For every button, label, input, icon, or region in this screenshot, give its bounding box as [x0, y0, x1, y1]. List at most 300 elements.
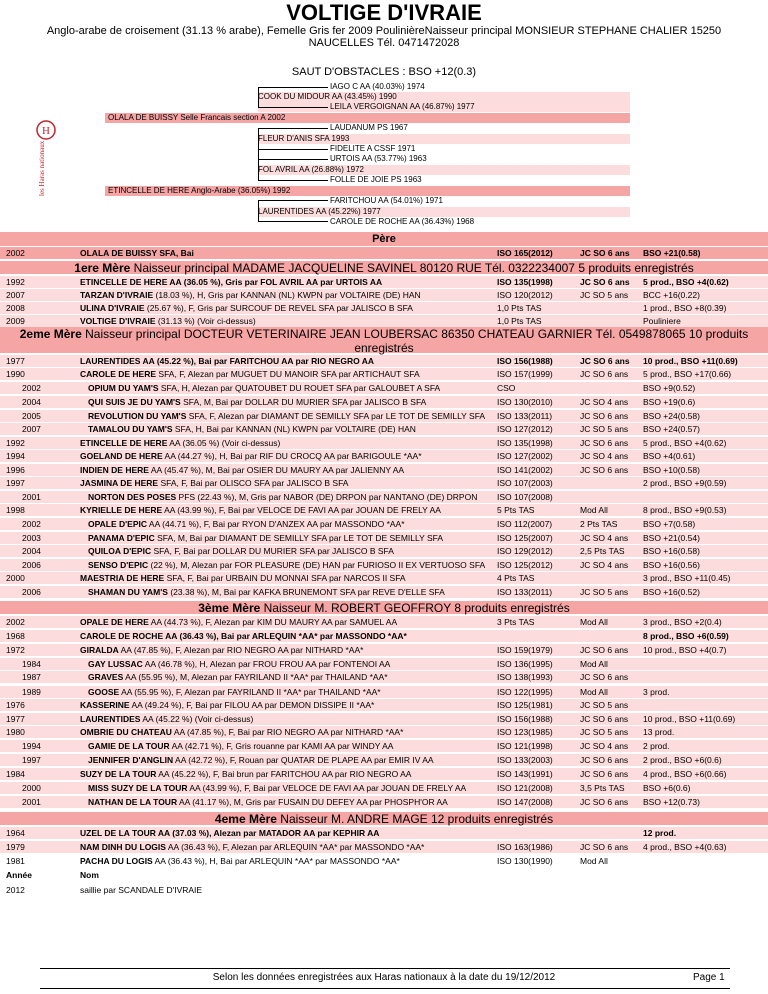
row-horse — [88, 545, 394, 557]
table-row — [0, 686, 768, 698]
logo-text: les Haras nationaux — [38, 140, 46, 196]
row-year: 2009 — [6, 316, 25, 326]
row-jc: JC SO 6 ans — [580, 438, 629, 448]
row-year: 1977 — [6, 356, 25, 366]
table-row — [0, 671, 768, 683]
row-jc: JC SO 6 ans — [580, 277, 630, 287]
row-jc: Mod All — [580, 856, 608, 866]
footer-note: Selon les données enregistrées aux Haras nationaux à la date du 19/12/2012 — [212, 972, 556, 983]
table-row — [0, 518, 768, 530]
ped-sire-sire-dam: LEILA VERGOIGNAN AA (46.87%) 1977 — [330, 102, 475, 111]
ped-dam-dam-dam: CAROLE DE ROCHE AA (36.43%) 1968 — [330, 217, 475, 226]
ped-sire: OLALA DE BUISSY Selle Francais section A 2002 — [108, 113, 286, 122]
row-year: 1980 — [6, 727, 25, 737]
row-jc: JC SO 6 ans — [580, 842, 629, 852]
row-iso: ISO 135(1998) — [497, 438, 553, 448]
row-year: 1979 — [6, 842, 25, 852]
row-production: BSO +6(0.6) — [643, 783, 691, 793]
horse-details: SFA, H, Bai par KANNAN (NL) KWPN par VOLTAIRE (DE) HAN — [172, 424, 416, 434]
row-year: 2000 — [6, 573, 25, 583]
footer-divider — [40, 988, 730, 989]
row-horse — [88, 491, 477, 503]
row-production: BSO +12(0.73) — [643, 797, 700, 807]
table-row — [0, 616, 768, 628]
row-production: Pouliniere — [643, 316, 681, 326]
row-iso: ISO 121(2008) — [497, 783, 553, 793]
horse-name: MAESTRIA DE HERE — [80, 573, 165, 583]
row-jc: 3,5 Pts TAS — [580, 783, 625, 793]
row-year: 1997 — [6, 478, 25, 488]
row-jc: Mod All — [580, 505, 608, 515]
row-production: BCC +16(0.22) — [643, 290, 700, 300]
table-row — [0, 410, 768, 422]
table-row — [0, 396, 768, 408]
horse-details: AA (47.85 %), F, Bai par RIO NEGRO AA par NITHARD *AA* — [171, 727, 404, 737]
table-row — [0, 586, 768, 598]
row-production: 5 prod., BSO +4(0.62) — [643, 438, 727, 448]
table-row — [0, 699, 768, 711]
table-row — [0, 740, 768, 752]
table-row — [0, 855, 768, 867]
section-mere-4: 4eme Mère Naisseur M. ANDRE MAGE 12 produits enregistrés — [0, 812, 768, 825]
row-horse — [88, 782, 466, 794]
row-year: 2002 — [6, 617, 25, 627]
row-year: 2001 — [22, 797, 41, 807]
row-horse — [80, 450, 422, 462]
row-iso: ISO 125(2012) — [497, 560, 553, 570]
horse-name: GOOSE — [88, 687, 120, 697]
horse-details: SFA, F, Alezan par DIAMANT DE SEMILLY SFA par LE TOT DE SEMILLY SFA — [186, 411, 486, 421]
row-horse — [88, 410, 485, 422]
row-year: 2002 — [22, 519, 41, 529]
row-production: BSO +16(0.58) — [643, 546, 700, 556]
footer-divider — [40, 968, 730, 969]
row-horse — [88, 382, 440, 394]
row-horse — [88, 396, 426, 408]
horse-name: NAM DINH DU LOGIS — [80, 842, 166, 852]
horse-name: CAROLE DE HERE — [80, 369, 157, 379]
row-production: 3 prod., BSO +11(0.45) — [643, 573, 731, 583]
row-iso: 3 Pts TAS — [497, 617, 535, 627]
table-row — [0, 572, 768, 584]
row-production: BSO +24(0.57) — [643, 424, 700, 434]
horse-name: OMBRIE DU CHATEAU — [80, 727, 172, 737]
row-year: 2002 — [22, 383, 41, 393]
horse-name: OLALA DE BUISSY SFA, Bai — [80, 248, 194, 258]
row-jc: JC SO 4 ans — [580, 397, 629, 407]
row-year: 1992 — [6, 438, 25, 448]
row-year: Année — [6, 870, 32, 880]
row-iso: ISO 165(2012) — [497, 248, 553, 258]
horse-name: QUI SUIS JE DU YAM'S — [88, 397, 181, 407]
table-row — [0, 382, 768, 394]
horse-name: KYRIELLE DE HERE — [80, 505, 163, 515]
horse-details: AA (36.43 %), H, Bai par ARLEQUIN *AA* par MASSONDO *AA* — [152, 856, 400, 866]
horse-details: (18.03 %), H, Gris par KANNAN (NL) KWPN par VOLTAIRE (DE) HAN — [153, 290, 421, 300]
row-horse — [80, 437, 280, 449]
row-horse — [88, 658, 390, 670]
row-iso: ISO 107(2008) — [497, 492, 553, 502]
row-horse — [80, 477, 348, 489]
ped-dam-dam-sire: FARITCHOU AA (54.01%) 1971 — [330, 196, 443, 205]
horse-name: OPALE D'EPIC — [88, 519, 148, 529]
horse-details: AA (45.22 %) (Voir ci-dessus) — [140, 714, 254, 724]
horse-name: JENNIFER D'ANGLIN — [88, 755, 174, 765]
table-row — [0, 302, 768, 314]
row-production: 8 prod., BSO +6(0.59) — [643, 631, 729, 641]
row-jc: JC SO 6 ans — [580, 672, 629, 682]
horse-name: INDIEN DE HERE — [80, 465, 149, 475]
row-jc: JC SO 6 ans — [580, 714, 629, 724]
row-jc: JC SO 5 ans — [580, 587, 629, 597]
row-jc: JC SO 6 ans — [580, 411, 629, 421]
table-row — [0, 423, 768, 435]
horse-details: AA (42.72 %), F, Rouan par QUATAR DE PLAPE AA par EMIR IV AA — [173, 755, 434, 765]
horse-details: AA (55.95 %), F, Alezan par FAYRILAND II *AA* par THAILAND *AA* — [119, 687, 381, 697]
row-horse — [80, 504, 441, 516]
table-row — [0, 559, 768, 571]
table-row — [0, 247, 768, 259]
row-iso: ISO 127(2012) — [497, 424, 553, 434]
row-horse — [88, 686, 381, 698]
row-year: 2000 — [22, 783, 41, 793]
row-iso: ISO 143(1991) — [497, 769, 553, 779]
table-row — [0, 315, 768, 327]
row-horse — [80, 289, 421, 301]
row-iso: ISO 147(2008) — [497, 797, 553, 807]
section-mere-1: 1ere Mère Naisseur principal MADAME JACQUELINE SAVINEL 80120 RUE Tél. 0322234007 5 produits enregistrés — [0, 261, 768, 274]
row-production: BSO +16(0.56) — [643, 560, 700, 570]
row-production: 3 prod., BSO +2(0.4) — [643, 617, 722, 627]
row-year: 1989 — [22, 687, 41, 697]
horse-details: AA (47.85 %), F, Alezan par RIO NEGRO AA par NITHARD *AA* — [118, 645, 364, 655]
page-number: Page 1 — [693, 972, 725, 983]
row-jc: JC SO 4 ans — [580, 451, 629, 461]
horse-details: AA (45.22 %), F, Bai brun par FARITCHOU AA par RIO NEGRO AA — [156, 769, 412, 779]
row-iso: ISO 129(2012) — [497, 546, 553, 556]
row-year: 2004 — [22, 397, 41, 407]
horse-details: AA (44.73 %), F, Alezan par KIM DU MAURY AA par SAMUEL AA — [148, 617, 398, 627]
row-jc: JC SO 4 ans — [580, 533, 629, 543]
row-iso: ISO 133(2011) — [497, 587, 553, 597]
horse-name: ETINCELLE DE HERE — [80, 438, 168, 448]
row-production: 1 prod., BSO +8(0.39) — [643, 303, 727, 313]
row-year: 1977 — [6, 714, 25, 724]
row-jc: JC SO 4 ans — [580, 560, 629, 570]
horse-name: KASSERINE — [80, 700, 130, 710]
row-iso: ISO 135(1998) — [497, 277, 553, 287]
row-jc: JC SO 6 ans — [580, 248, 630, 258]
table-row — [0, 289, 768, 301]
row-iso: 1,0 Pts TAS — [497, 316, 542, 326]
row-iso: ISO 138(1993) — [497, 672, 553, 682]
row-horse — [88, 532, 443, 544]
row-jc: JC SO 4 ans — [580, 741, 629, 751]
row-horse — [80, 616, 397, 628]
row-iso: ISO 141(2002) — [497, 465, 553, 475]
row-production: 5 prod., BSO +17(0.66) — [643, 369, 732, 379]
ped-sire-dam-dam-dam: FOLLE DE JOIE PS 1963 — [330, 175, 422, 184]
horse-details: AA (41.17 %), M, Gris par FUSAIN DU DEFEY AA par PHOSPH'OR AA — [177, 797, 448, 807]
horse-details: AA (44.71 %), F, Bai par RYON D'ANZEX AA par MASSONDO *AA* — [147, 519, 405, 529]
row-year: 1976 — [6, 700, 25, 710]
row-horse — [80, 302, 413, 314]
table-row — [0, 841, 768, 853]
ped-dam-dam: LAURENTIDES AA (45.22%) 1977 — [258, 207, 381, 216]
table-row — [0, 713, 768, 725]
horse-details: SFA, H, Alezan par QUATOUBET DU ROUET SFA par GALOUBET A SFA — [158, 383, 441, 393]
row-iso: ISO 112(2007) — [497, 519, 553, 529]
row-production: BSO +24(0.58) — [643, 411, 700, 421]
row-horse — [80, 368, 420, 380]
row-year: 1987 — [22, 672, 41, 682]
row-year: 1972 — [6, 645, 25, 655]
row-year: 2006 — [22, 560, 41, 570]
row-horse — [80, 464, 404, 476]
ped-sire-dam: FLEUR D'ANIS SFA 1993 — [258, 134, 350, 143]
row-year: 1992 — [6, 277, 25, 287]
horse-details: (22 %), M, Alezan par FOR PLEASURE (DE) HAN par FURIOSO II EX VERTUOSO SFA — [148, 560, 486, 570]
table-row — [0, 827, 768, 839]
horse-details: AA (55.95 %), M, Alezan par FAYRILAND II *AA* par THAILAND *AA* — [123, 672, 388, 682]
table-row — [0, 768, 768, 780]
row-iso: CSO — [497, 383, 516, 393]
horse-name: GRAVES — [88, 672, 124, 682]
row-iso: ISO 127(2002) — [497, 451, 553, 461]
horse-name: SENSO D'EPIC — [88, 560, 149, 570]
row-iso: ISO 125(2007) — [497, 533, 553, 543]
section-mere-3: 3ème Mère Naisseur M. ROBERT GEOFFROY 8 produits enregistrés — [0, 601, 768, 614]
horse-name: JASMINA DE HERE — [80, 478, 159, 488]
table-row — [0, 869, 768, 881]
row-year: 1984 — [22, 659, 41, 669]
horse-name: LAURENTIDES AA (45.22 %), Bai par FARITCHOU AA par RIO NEGRO AA — [80, 356, 375, 366]
table-row — [0, 726, 768, 738]
row-jc: JC SO 6 ans — [580, 369, 629, 379]
row-year: 1996 — [6, 465, 25, 475]
horse-details: SFA, F, Bai par URBAIN DU MONNAI SFA par NARCOS II SFA — [164, 573, 406, 583]
row-horse — [80, 827, 379, 839]
row-horse — [80, 713, 253, 725]
row-iso: ISO 130(2010) — [497, 397, 553, 407]
ped-sire-dam-dam-sire2: URTOIS AA (53.77%) 1963 — [330, 154, 427, 163]
table-row — [0, 491, 768, 503]
row-iso: 4 Pts TAS — [497, 573, 535, 583]
horse-details: SFA, F, Bai par OLISCO SFA par JALISCO B SFA — [158, 478, 349, 488]
row-jc: JC SO 6 ans — [580, 755, 629, 765]
row-horse — [80, 884, 202, 896]
row-horse — [80, 726, 403, 738]
row-year: 1984 — [6, 769, 25, 779]
row-production: 13 prod. — [643, 727, 675, 737]
logo-letter: H — [42, 125, 50, 137]
horse-name: GIRALDA — [80, 645, 119, 655]
row-horse — [80, 630, 407, 642]
table-row — [0, 644, 768, 656]
row-jc: JC SO 6 ans — [580, 769, 629, 779]
row-jc: Mod All — [580, 659, 608, 669]
row-production: BSO +21(0.54) — [643, 533, 700, 543]
row-production: BSO +4(0.61) — [643, 451, 696, 461]
row-jc: JC SO 5 ans — [580, 424, 629, 434]
horse-details: SFA, F, Alezan par MUGUET DU MANOIR SFA par ARTICHAUT SFA — [156, 369, 420, 379]
horse-name: GOELAND DE HERE — [80, 451, 163, 461]
page-title: VOLTIGE D'IVRAIE — [286, 0, 482, 25]
row-year: 2007 — [22, 424, 41, 434]
row-horse — [88, 796, 448, 808]
row-horse — [80, 315, 256, 327]
ped-sire-dam-sire: LAUDANUM PS 1967 — [330, 123, 408, 132]
row-horse — [80, 355, 374, 367]
row-iso: ISO 122(1995) — [497, 687, 553, 697]
table-row — [0, 437, 768, 449]
horse-name: TARZAN D'IVRAIE — [80, 290, 154, 300]
horse-name: GAMIE DE LA TOUR — [88, 741, 170, 751]
row-production: 4 prod., BSO +4(0.63) — [643, 842, 727, 852]
row-year: 1997 — [22, 755, 41, 765]
row-year: 1964 — [6, 828, 25, 838]
horse-name: ETINCELLE DE HERE AA (36.05 %), Gris par FOL AVRIL AA par URTOIS AA — [80, 277, 383, 287]
horse-details: (31.13 %) (Voir ci-dessus) — [155, 316, 256, 326]
row-horse — [88, 740, 393, 752]
row-horse — [88, 559, 485, 571]
table-row — [0, 368, 768, 380]
row-jc: Mod All — [580, 687, 608, 697]
table-row — [0, 754, 768, 766]
row-horse — [80, 276, 382, 288]
row-year: 2001 — [22, 492, 41, 502]
row-jc: JC SO 5 ans — [580, 290, 629, 300]
horse-details: AA (36.05 %) (Voir ci-dessus) — [167, 438, 281, 448]
table-row — [0, 450, 768, 462]
row-horse — [80, 644, 363, 656]
horse-name: Nom — [80, 870, 99, 880]
horse-details: AA (43.99 %), F, Bai par VELOCE DE FAVI AA par JOUAN DE FRELY AA — [187, 783, 467, 793]
row-production: 2 prod., BSO +9(0.59) — [643, 478, 727, 488]
horse-name: UZEL DE LA TOUR AA (37.03 %), Alezan par MATADOR AA par KEPHIR AA — [80, 828, 380, 838]
row-production: 10 prod., BSO +11(0.69) — [643, 714, 736, 724]
horse-details: AA (49.24 %), F, Bai par FILOU AA par DEMON DISSIPE II *AA* — [129, 700, 375, 710]
row-production: 2 prod., BSO +6(0.6) — [643, 755, 722, 765]
horse-name: OPALE DE HERE — [80, 617, 149, 627]
horse-name: LAURENTIDES — [80, 714, 141, 724]
row-year: 1994 — [22, 741, 41, 751]
row-jc: JC SO 6 ans — [580, 465, 629, 475]
horse-name: PANAMA D'EPIC — [88, 533, 155, 543]
row-production: 8 prod., BSO +9(0.53) — [643, 505, 727, 515]
horse-name: ULINA D'IVRAIE — [80, 303, 145, 313]
row-horse — [80, 841, 424, 853]
row-production: BSO +21(0.58) — [643, 248, 701, 258]
horse-details: AA (36.43 %), F, Alezan par ARLEQUIN *AA* par MASSONDO *AA* — [165, 842, 425, 852]
table-row — [0, 477, 768, 489]
horse-name: GAY LUSSAC — [88, 659, 143, 669]
row-production: BSO +9(0.52) — [643, 383, 696, 393]
horse-name: PACHA DU LOGIS — [80, 856, 153, 866]
row-production: 10 prod., BSO +4(0.7) — [643, 645, 727, 655]
ped-sire-dam-dam: FOL AVRIL AA (26.88%) 1972 — [258, 165, 364, 174]
row-horse — [80, 572, 406, 584]
ped-sire-sire: COOK DU MIDOUR AA (43.45%) 1990 — [258, 92, 397, 101]
table-row — [0, 276, 768, 288]
row-horse — [88, 754, 434, 766]
horse-details: saillie par SCANDALE D'IVRAIE — [80, 885, 203, 895]
ped-dam: ETINCELLE DE HERE Anglo-Arabe (36.05%) 1992 — [108, 186, 291, 195]
row-jc: 2,5 Pts TAS — [580, 546, 625, 556]
row-year: 2004 — [22, 546, 41, 556]
row-jc: JC SO 6 ans — [580, 797, 629, 807]
row-year: 2002 — [6, 248, 25, 258]
horse-name: VOLTIGE D'IVRAIE — [80, 316, 156, 326]
row-horse — [80, 869, 99, 881]
row-production: 3 prod. — [643, 687, 670, 697]
row-horse — [88, 518, 405, 530]
row-horse — [80, 247, 194, 259]
horse-details: AA (42.71 %), F, Gris rouanne par KAMI AA par WINDY AA — [169, 741, 394, 751]
horse-name: NATHAN DE LA TOUR — [88, 797, 178, 807]
horse-details: SFA, M, Bai par DOLLAR DU MURIER SFA par JALISCO B SFA — [180, 397, 427, 407]
row-iso: 5 Pts TAS — [497, 505, 535, 515]
horse-details: AA (44.27 %), H, Bai par RIF DU CROCQ AA par BARIGOULE *AA* — [162, 451, 422, 461]
section-pere: Père — [0, 232, 768, 246]
row-iso: 1,0 Pts TAS — [497, 303, 542, 313]
row-year: 1994 — [6, 451, 25, 461]
row-iso: ISO 159(1979) — [497, 645, 553, 655]
row-year: 1990 — [6, 369, 25, 379]
row-iso: ISO 121(1998) — [497, 741, 553, 751]
row-year: 1998 — [6, 505, 25, 515]
row-year: 2003 — [22, 533, 41, 543]
horse-name: MISS SUZY DE LA TOUR — [88, 783, 188, 793]
horse-name: QUILOA D'EPIC — [88, 546, 152, 556]
horse-details: AA (43.99 %), F, Bai par VELOCE DE FAVI AA par JOUAN DE FRELY AA — [162, 505, 441, 515]
row-iso: ISO 163(1986) — [497, 842, 553, 852]
ped-sire-dam-dam-sire: FIDELITE A CSSF 1971 — [330, 144, 416, 153]
row-jc: Mod All — [580, 617, 608, 627]
horse-details: PFS (22.43 %), M, Gris par NABOR (DE) DRPON par NANTANO (DE) DRPON — [176, 492, 478, 502]
row-year: 2005 — [22, 411, 41, 421]
table-row — [0, 355, 768, 367]
row-production: BSO +10(0.58) — [643, 465, 700, 475]
row-horse — [88, 586, 445, 598]
horse-details: (23.38 %), M, Bai par KAFKA BRUNEMONT SFA par REVE D'ELLE SFA — [167, 587, 445, 597]
section-mere-2: 2eme Mère Naisseur principal DOCTEUR VETERINAIRE JEAN LOUBERSAC 86350 CHATEAU GARNIER Tél. 0549878065 10 produits enregistrés — [0, 327, 768, 353]
row-production: BSO +19(0.6) — [643, 397, 696, 407]
haras-logo — [32, 118, 60, 198]
row-production: 5 prod., BSO +4(0.62) — [643, 277, 729, 287]
table-row — [0, 545, 768, 557]
row-production: 12 prod. — [643, 828, 677, 838]
row-year: 1981 — [6, 856, 25, 866]
table-row — [0, 504, 768, 516]
table-row — [0, 464, 768, 476]
ped-sire-sire-sire: IAGO C AA (40.03%) 1974 — [330, 82, 425, 91]
horse-description: Anglo-arabe de croisement (31.13 % arabe), Femelle Gris fer 2009 PoulinièreNaisseur principal MONSIEUR STEPHANE CHALIER 15250 NAUCELLES Tél. 0471472028 — [46, 25, 722, 49]
row-jc: JC SO 5 ans — [580, 727, 629, 737]
row-iso: ISO 125(1981) — [497, 700, 553, 710]
row-iso: ISO 130(1990) — [497, 856, 553, 866]
row-production: 4 prod., BSO +6(0.66) — [643, 769, 727, 779]
horse-details: AA (45.47 %), M, Bai par OSIER DU MAURY AA par JALIENNY AA — [148, 465, 405, 475]
horse-details: SFA, F, Bai par DOLLAR DU MURIER SFA par JALISCO B SFA — [151, 546, 394, 556]
row-horse — [80, 699, 374, 711]
table-row — [0, 782, 768, 794]
table-row — [0, 658, 768, 670]
row-year: 2006 — [22, 587, 41, 597]
discipline-index: SAUT D'OBSTACLES : BSO +12(0.3) — [291, 66, 477, 78]
table-row — [0, 532, 768, 544]
row-iso: ISO 133(2011) — [497, 411, 553, 421]
